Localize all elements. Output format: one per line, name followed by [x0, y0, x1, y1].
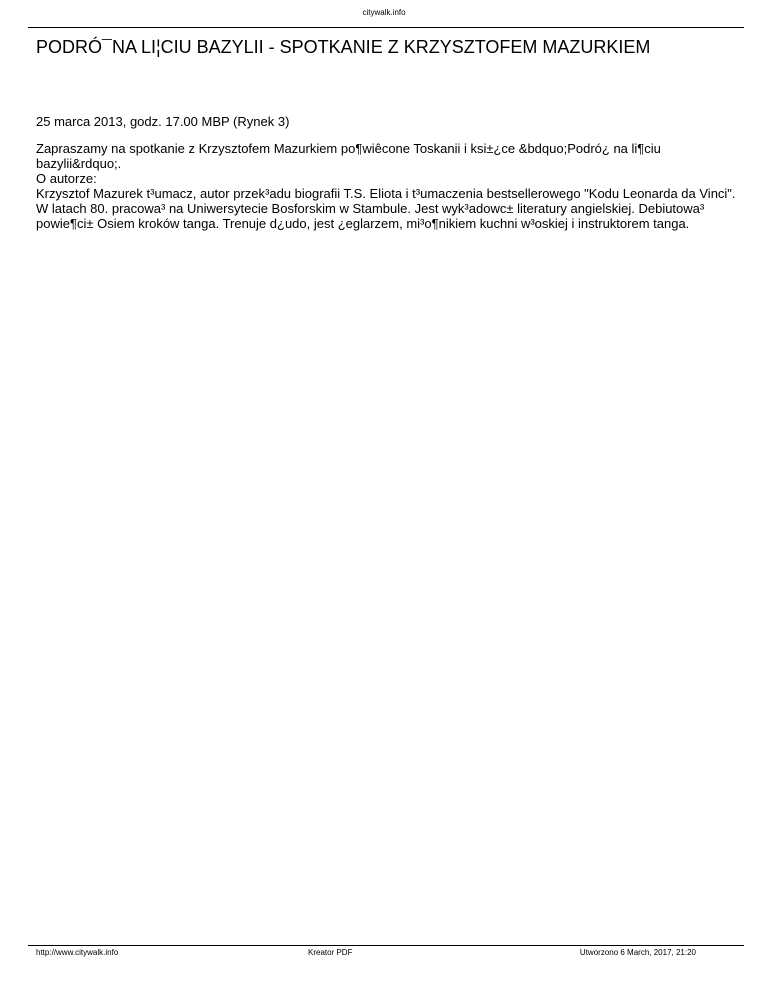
footer — [36, 948, 696, 960]
site-name: citywalk.info — [362, 8, 406, 17]
bottom-rule — [28, 945, 744, 946]
author-bio-paragraph: Krzysztof Mazurek t³umacz, autor przek³adu biografii T.S. Eliota i t³umaczenia bestsellerowego "Kodu Leonarda da Vinci". W latach 80. pracowa³ na Uniwersytecie Bosforskim w Stambule. Jest wyk³adowc± literatury angielskiej. Debiutowa³ powie¶ci± Osiem kroków tanga. Trenuje d¿udo, jest ¿eglarzem, mi³o¶nikiem kuchni w³oskiej i instruktorem tanga. — [36, 186, 736, 231]
intro-paragraph: Zapraszamy na spotkanie z Krzysztofem Mazurkiem po¶wiêcone Toskanii i ksi±¿ce &bdquo;Podró¿ na li¶ciu bazylii&rdquo;. — [36, 141, 661, 171]
about-author-heading: O autorze: — [36, 171, 97, 186]
footer-url-wrapper — [36, 948, 118, 958]
page-title: PODRÓ¯NA LI¦CIU BAZYLII - SPOTKANIE Z KRZYSZTOFEM MAZURKIEM — [36, 37, 651, 57]
footer-url-link[interactable]: http://www.citywalk.info — [36, 948, 119, 957]
article-body — [36, 141, 736, 231]
event-date-line: 25 marca 2013, godz. 17.00 MBP (Rynek 3) — [36, 114, 290, 129]
footer-created-timestamp: Utworzono 6 March, 2017, 21:20 — [579, 948, 696, 957]
top-rule — [28, 27, 744, 28]
footer-creator: Kreator PDF — [308, 948, 353, 957]
